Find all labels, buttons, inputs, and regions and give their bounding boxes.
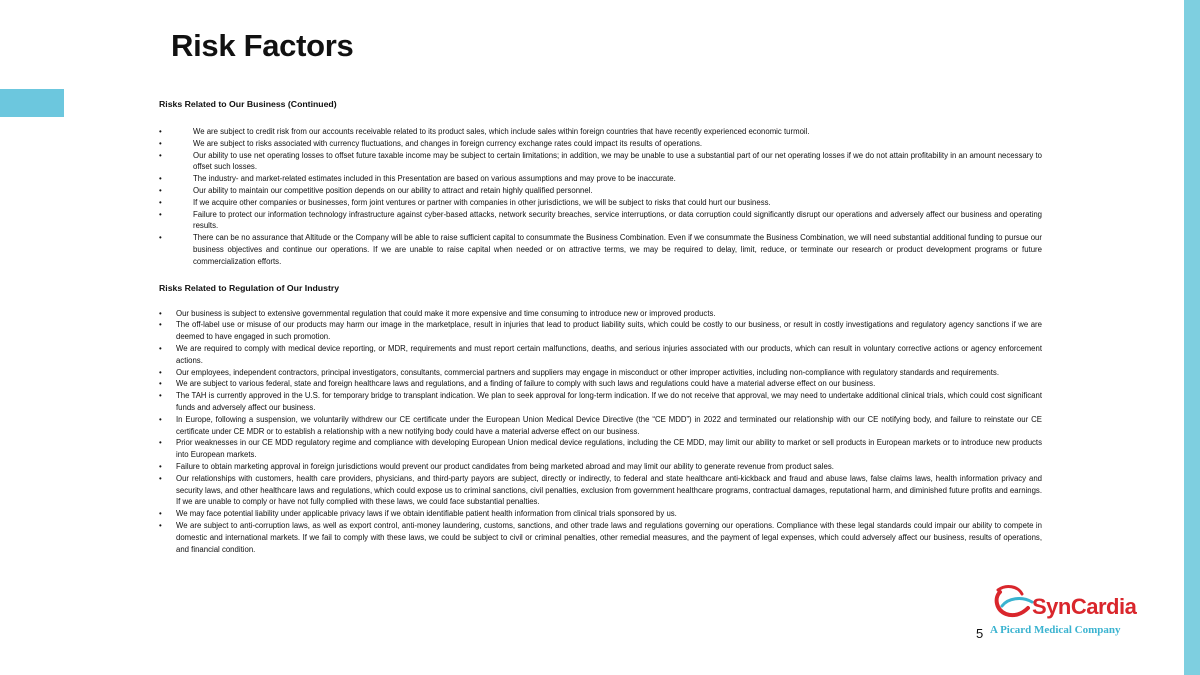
syncardia-logo	[990, 584, 1150, 640]
list-item: • If we acquire other companies or businesses, form joint ventures or partner with companies in other jurisdictions, we will be subject to risks that could hurt our business.	[159, 197, 1042, 209]
list-item: • We may face potential liability under applicable privacy laws if we obtain identifiable patient health information from clinical trials sponsored by us.	[159, 508, 1042, 520]
list-item: • The industry- and market-related estimates included in this Presentation are based on various assumptions and may prove to be inaccurate.	[159, 173, 1042, 185]
list-item: • We are subject to various federal, state and foreign healthcare laws and regulations, and a finding of failure to comply with such laws and regulations could have a material adverse effect on our business.	[159, 378, 1042, 390]
list-item: • There can be no assurance that Altitude or the Company will be able to raise sufficient capital to consummate the Business Combination. Even if we consummate the Business Combination, we will need substantial additional funding to pursue our business objectives and continue our operations. If we are unable to raise capital when needed or on attractive terms, we may be required to delay, limit, reduce, or terminate our research or product development programs or future commercialization efforts.	[159, 232, 1042, 267]
list-item: • In Europe, following a suspension, we voluntarily withdrew our CE certificate under the European Union Medical Device Directive (the “CE MDD”) in 2022 and terminated our relationship with our CE notifying body, and failure to reinstate our CE certificate under CE MDR or to establish a relationship with a new notifying body could have a material adverse effect on our business.	[159, 414, 1042, 438]
list-item: • We are subject to anti-corruption laws, as well as export control, anti-money laundering, customs, sanctions, and other trade laws and regulations governing our operations. Compliance with these legal standards could impair our ability to compete in domestic and international markets. If we fail to comply with these laws, we could be subject to civil or criminal penalties, other remedial measures, and the payment of legal expenses, which could adversely affect our business, results of operations, and financial condition.	[159, 520, 1042, 555]
list-item: • Failure to obtain marketing approval in foreign jurisdictions would prevent our product candidates from being marketed abroad and may limit our ability to generate revenue from product sales.	[159, 461, 1042, 473]
list-item: • Our relationships with customers, health care providers, physicians, and third-party payors are subject, directly or indirectly, to federal and state healthcare anti-kickback and fraud and abuse laws, false claims laws, health information privacy and security laws, and other healthcare laws and regulations, which could expose us to criminal sanctions, civil penalties, exclusion from government healthcare programs, contractual damages, reputational harm, and diminished future profits and earnings. If we are unable to comply or have not fully complied with these laws, we could face substantial penalties.	[159, 473, 1042, 508]
logo-tagline: A Picard Medical Company	[990, 624, 1121, 636]
section-heading-regulation: Risks Related to Regulation of Our Industry	[159, 282, 340, 293]
section-heading-business: Risks Related to Our Business (Continued)	[159, 99, 337, 109]
right-accent-bar	[1184, 0, 1200, 675]
list-item: • Our business is subject to extensive governmental regulation that could make it more expensive and time consuming to introduce new or improved products.	[159, 308, 1042, 320]
list-item: • The TAH is currently approved in the U.S. for temporary bridge to transplant indication. We plan to seek approval for long-term indication. If we do not receive that approval, we may need to undertake additional clinical trials, which could cost significant funds and adversely affect our business.	[159, 390, 1042, 414]
slide-title: Risk Factors	[171, 28, 354, 63]
list-item: • We are subject to credit risk from our accounts receivable related to its product sales, which include sales within foreign countries that have recently experienced economic turmoil.	[159, 126, 1042, 138]
risk-content	[159, 98, 1042, 555]
page-number: 5	[976, 626, 984, 641]
list-item: • Our ability to maintain our competitive position depends on our ability to attract and retain highly qualified personnel.	[159, 185, 1042, 197]
list-item: • The off-label use or misuse of our products may harm our image in the marketplace, result in injuries that lead to product liability suits, which could be costly to our business, or result in costly investigations and regulatory agency sanctions if we are deemed to have engaged in such promotion.	[159, 319, 1042, 343]
regulation-risk-list	[159, 308, 1042, 556]
logo-wordmark: SynCardia	[1032, 594, 1137, 619]
left-accent-tab	[0, 89, 64, 117]
list-item: • Prior weaknesses in our CE MDD regulatory regime and compliance with developing European Union medical device regulations, including the CE MDD, may limit our ability to market or sell products in European markets or to introduce new products into European markets.	[159, 437, 1042, 461]
list-item: • Our ability to use net operating losses to offset future taxable income may be subject to certain limitations; in addition, we may be unable to use a substantial part of our net operating losses if we do not attain profitability in an amount necessary to offset such losses.	[159, 150, 1042, 174]
business-risk-list	[159, 126, 1042, 268]
list-item: • Failure to protect our information technology infrastructure against cyber-based attacks, network security breaches, service interruptions, or data corruption could significantly disrupt our operations and adversely affect our business and operating results.	[159, 209, 1042, 233]
list-item: • We are subject to risks associated with currency fluctuations, and changes in foreign currency exchange rates could impact its results of operations.	[159, 138, 1042, 150]
list-item: • Our employees, independent contractors, principal investigators, consultants, commercial partners and suppliers may engage in misconduct or other improper activities, including non-compliance with regulatory standards and requirements.	[159, 367, 1042, 379]
list-item: • We are required to comply with medical device reporting, or MDR, requirements and must report certain malfunctions, deaths, and serious injuries associated with our products, which can result in voluntary corrective actions or agency enforcement actions.	[159, 343, 1042, 367]
